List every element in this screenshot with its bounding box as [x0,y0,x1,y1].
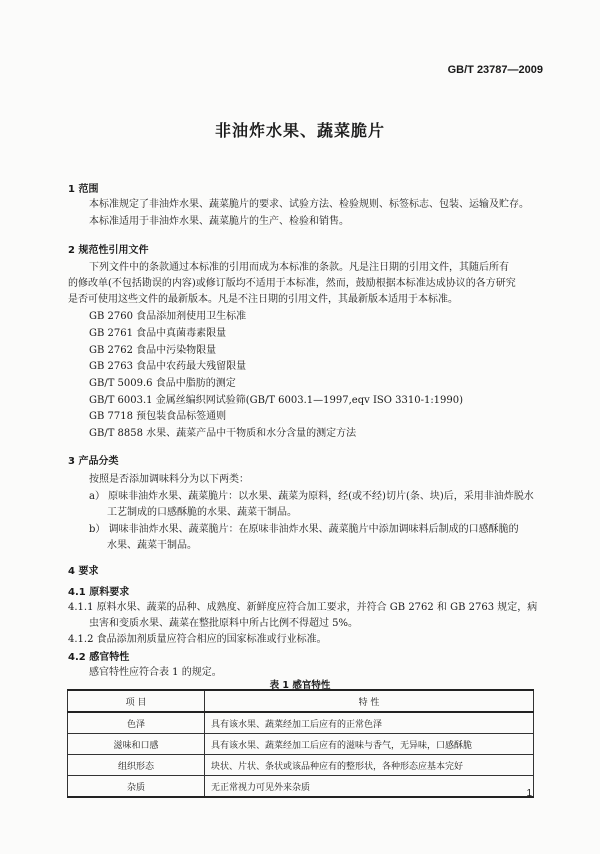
table-row [68,776,534,798]
reference-item: GB 2763 食品中农药最大残留限量 [89,361,247,372]
sensory-properties-table [67,689,534,798]
clause-4-1-2: 4.1.2 食品添加剂质量应符合相应的国家标准或行业标准。 [68,634,327,645]
section-2-intro-line-2: 的修改单(不包括勘误的内容)或修订版均不适用于本标准，然而，鼓励根据本标准达成协议的各方研究 [68,278,516,289]
classification-b-line-1: b） 调味非油炸水果、蔬菜脆片：在原味非油炸水果、蔬菜脆片中添加调味料后制成的口感酥脆的 [89,524,519,535]
table-cell-item: 滋味和口感 [68,734,205,755]
section-3-intro: 按照是否添加调味料分为以下两类： [89,474,249,485]
table-row [68,755,534,776]
table-cell-item: 杂质 [68,776,205,798]
column-header-item: 项 目 [68,690,205,712]
reference-item: GB 2762 食品中污染物限量 [89,345,217,356]
page-number: 1 [526,788,532,799]
table-cell-characteristic: 块状、片状、条状或该品种应有的整形状，各种形态应基本完好 [205,755,534,776]
table-cell-characteristic: 具有该水果、蔬菜经加工后应有的滋味与香气，无异味，口感酥脆 [205,734,534,755]
section-3-heading: 3 产品分类 [68,456,119,467]
table-row [68,734,534,755]
document-title: 非油炸水果、蔬菜脆片 [214,121,385,140]
section-4-heading: 4 要求 [68,566,99,577]
table-caption: 表 1 感官特性 [269,680,331,691]
column-header-characteristic: 特 性 [205,690,534,712]
clause-4-2-text: 感官特性应符合表 1 的规定。 [89,667,222,678]
reference-item: GB/T 6003.1 金属丝编织网试验筛(GB/T 6003.1—1997,eqv ISO 3310-1:1990) [89,395,464,406]
reference-item: GB 7718 预包装食品标签通则 [89,411,227,422]
section-1-paragraph-2: 本标准适用于非油炸水果、蔬菜脆片的生产、检验和销售。 [89,216,349,227]
section-1-paragraph-1: 本标准规定了非油炸水果、蔬菜脆片的要求、试验方法、检验规则、标签标志、包装、运输及贮存。 [89,199,529,210]
classification-a-line-1: a） 原味非油炸水果、蔬菜脆片：以水果、蔬菜为原料，经(或不经)切片(条、块)后，采用非油炸脱水 [89,491,534,502]
table-row [68,712,534,734]
section-2-intro-line-3: 是否可使用这些文件的最新版本。凡是不注日期的引用文件，其最新版本适用于本标准。 [68,294,458,305]
table-header-row [68,690,534,712]
classification-b-line-2: 水果、蔬菜干制品。 [107,540,197,551]
reference-item: GB 2761 食品中真菌毒素限量 [89,328,227,339]
subsection-4-1-heading: 4.1 原料要求 [68,587,130,598]
section-1-heading: 1 范围 [68,184,99,195]
reference-item: GB/T 8858 水果、蔬菜产品中干物质和水分含量的测定方法 [89,428,357,439]
table-cell-item: 组织形态 [68,755,205,776]
reference-item: GB 2760 食品添加剂使用卫生标准 [89,311,247,322]
section-2-heading: 2 规范性引用文件 [68,245,149,256]
section-2-intro-line-1: 下列文件中的条款通过本标准的引用而成为本标准的条款。凡是注日期的引用文件，其随后所有 [89,262,509,273]
table-cell-item: 色泽 [68,712,205,734]
table-cell-characteristic: 具有该水果、蔬菜经加工后应有的正常色泽 [205,712,534,734]
reference-item: GB/T 5009.6 食品中脂肪的测定 [89,378,236,389]
clause-4-1-1-line-1: 4.1.1 原料水果、蔬菜的品种、成熟度、新鲜度应符合加工要求，并符合 GB 2762 和 GB 2763 规定，病 [68,602,538,613]
subsection-4-2-heading: 4.2 感官特性 [68,652,130,663]
standard-number: GB/T 23787—2009 [447,64,543,76]
table-cell-characteristic: 无正常视力可见外来杂质 [205,776,534,798]
classification-a-line-2: 工艺制成的口感酥脆的水果、蔬菜干制品。 [107,507,297,518]
clause-4-1-1-line-2: 虫害和变质水果、蔬菜在整批原料中所占比例不得超过 5%。 [89,618,359,629]
